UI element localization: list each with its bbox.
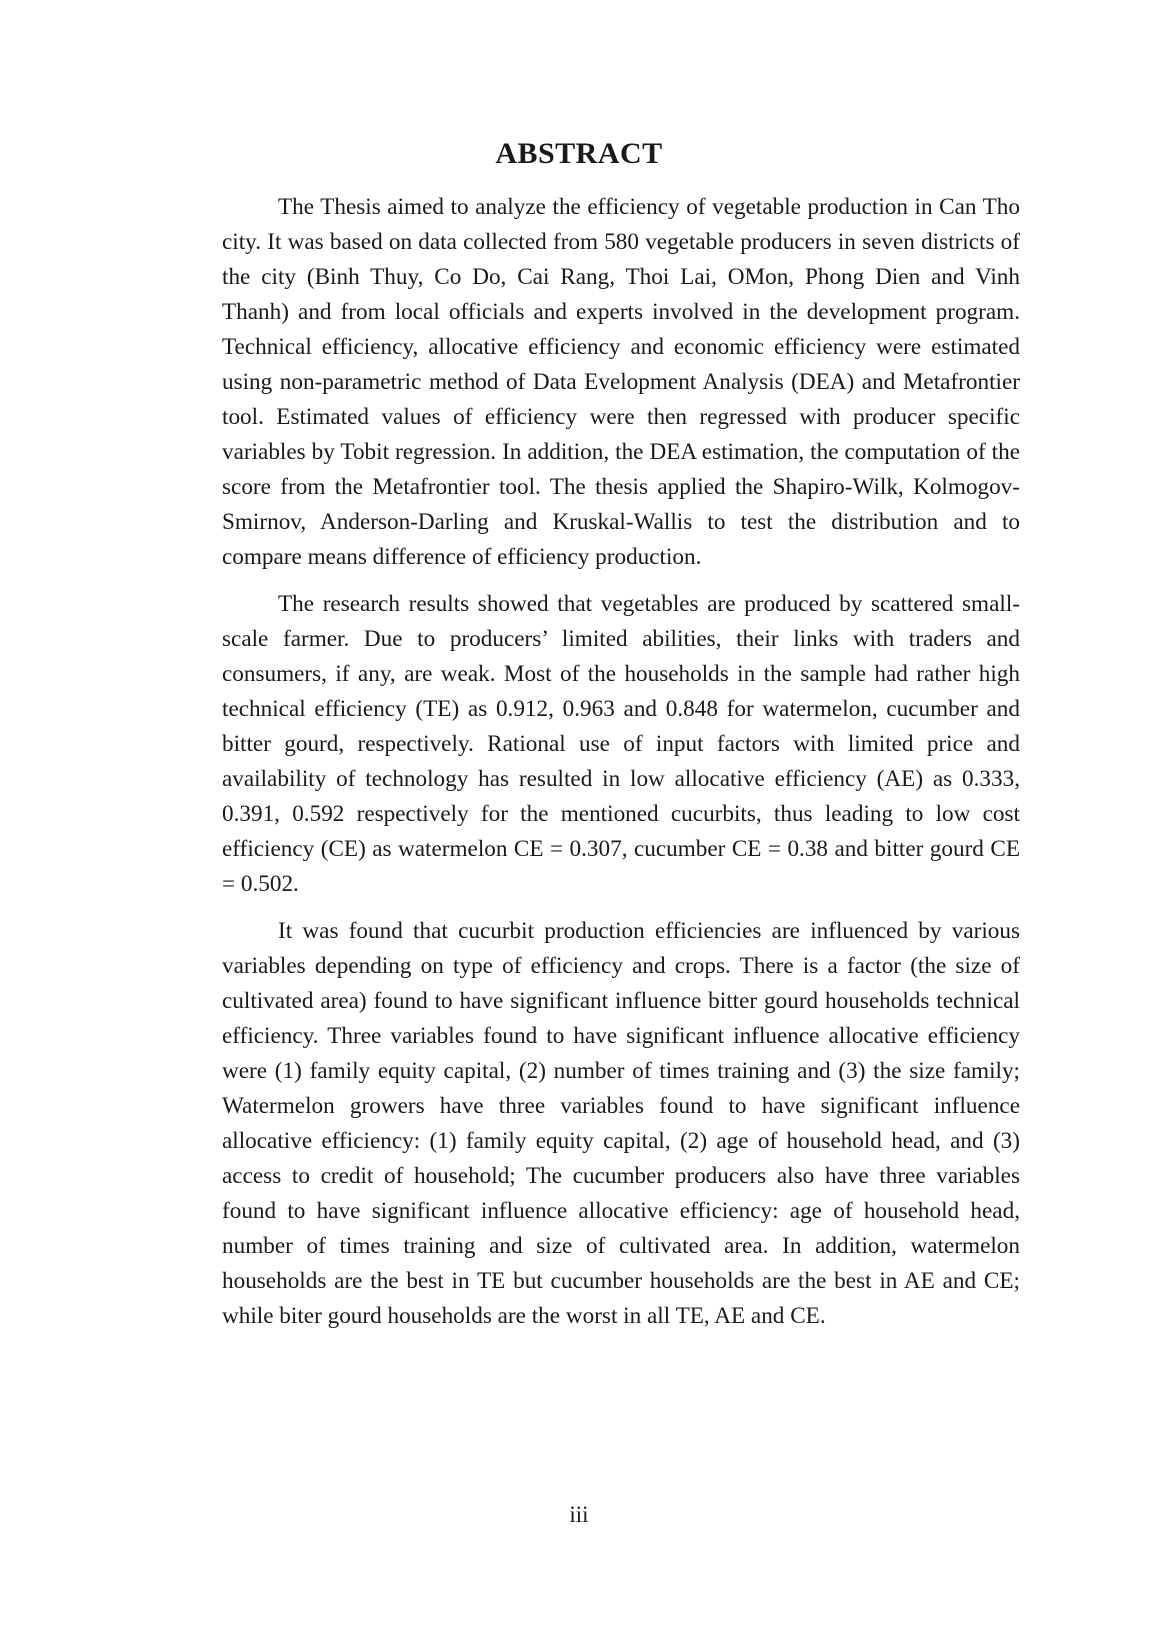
abstract-body [222, 190, 1020, 1334]
page-number: iii [569, 1502, 589, 1527]
paragraph-1: The Thesis aimed to analyze the efficiency of vegetable production in Can Tho city. It was based on data collected from 580 vegetable producers in seven districts of the city (Binh Thuy, Co Do, Cai Rang, Thoi Lai, OMon, Phong Dien and Vinh Thanh) and from local officials and experts involved in the development program. Technical efficiency, allocative efficiency and economic efficiency were estimated using non-parametric method of Data Evelopment Analysis (DEA) and Metafrontier tool. Estimated values of efficiency were then regressed with producer specific variables by Tobit regression. In addition, the DEA estimation, the computation of the score from the Metafrontier tool. The thesis applied the Shapiro-Wilk, Kolmogov-Smirnov, Anderson-Darling and Kruskal-Wallis to test the distribution and to compare means difference of efficiency production. [222, 194, 1020, 570]
page-title: ABSTRACT [495, 137, 663, 170]
paragraph-2: The research results showed that vegetables are produced by scattered small-scale farmer. Due to producers’ limited abilities, their links with traders and consumers, if any, are weak. Most of the households in the sample had rather high technical efficiency (TE) as 0.912, 0.963 and 0.848 for watermelon, cucumber and bitter gourd, respectively. Rational use of input factors with limited price and availability of technology has resulted in low allocative efficiency (AE) as 0.333, 0.391, 0.592 respectively for the mentioned cucurbits, thus leading to low cost efficiency (CE) as watermelon CE = 0.307, cucumber CE = 0.38 and bitter gourd CE = 0.502. [222, 591, 1020, 897]
paragraph-3: It was found that cucurbit production efficiencies are influenced by various variables depending on type of efficiency and crops. There is a factor (the size of cultivated area) found to have significant influence bitter gourd households technical efficiency. Three variables found to have significant influence allocative efficiency were (1) family equity capital, (2) number of times training and (3) the size family; Watermelon growers have three variables found to have significant influence allocative efficiency: (1) family equity capital, (2) age of household head, and (3) access to credit of household; The cucumber producers also have three variables found to have significant influence allocative efficiency: age of household head, number of times training and size of cultivated area. In addition, watermelon households are the best in TE but cucumber households are the best in AE and CE; while biter gourd households are the worst in all TE, AE and CE. [222, 918, 1020, 1329]
